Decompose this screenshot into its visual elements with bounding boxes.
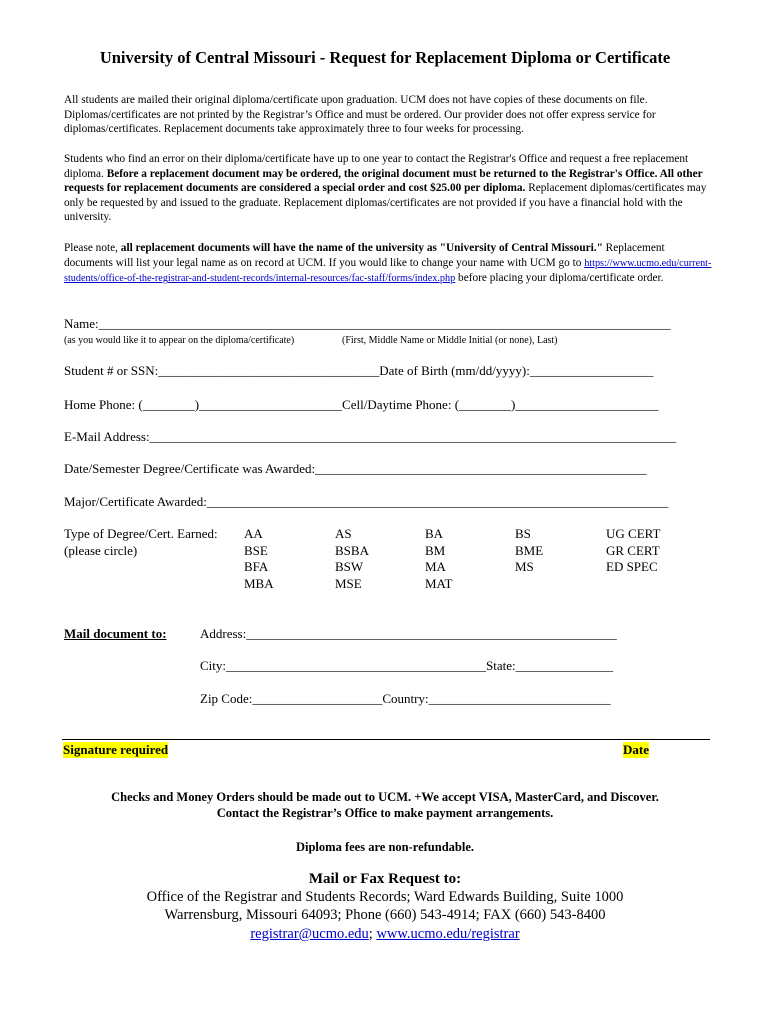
- degree-column-4: [515, 526, 543, 576]
- degree-option[interactable]: BS: [515, 526, 531, 541]
- degree-option[interactable]: GR CERT: [606, 542, 660, 558]
- degree-column-2: [335, 526, 369, 592]
- intro-p3-text-end: before placing your diploma/certificate order.: [455, 272, 664, 285]
- student-id-dob-field[interactable]: Student # or SSN:__________________________________Date of Birth (mm/dd/yyyy):___________________: [64, 363, 654, 378]
- degree-option[interactable]: MBA: [244, 575, 274, 591]
- signature-label: Signature required: [63, 742, 169, 757]
- degree-type-label: [64, 526, 218, 559]
- degree-type-label-1: Type of Degree/Cert. Earned:: [64, 526, 218, 541]
- intro-paragraph-2: [64, 152, 714, 225]
- contact-line-1: Office of the Registrar and Students Records; Ward Edwards Building, Suite 1000: [146, 889, 624, 905]
- name-hint-left: (as you would like it to appear on the diploma/certificate): [64, 335, 295, 346]
- degree-type-label-2: (please circle): [64, 542, 138, 558]
- contact-links: [0, 926, 770, 943]
- degree-option[interactable]: BSBA: [335, 542, 369, 558]
- degree-option[interactable]: MAT: [425, 575, 453, 591]
- intro-p1-text: All students are mailed their original diploma/certificate upon graduation. UCM does not have copies of these documents on file. Diplomas/certificates are not printed by the Registrar’s Office and must be ordered. Our provider does not offer express service for diplomas/certificates. Replacement documents take approximately three to four weeks for processing.: [64, 94, 656, 136]
- degree-option[interactable]: BFA: [244, 559, 269, 574]
- mail-document-label: Mail document to:: [64, 626, 167, 641]
- intro-p3-bold: all replacement documents will have the name of the university as "University of Central Missouri.": [120, 242, 603, 254]
- website-link[interactable]: www.ucmo.edu/registrar: [376, 926, 520, 942]
- date-label: Date: [623, 742, 649, 757]
- intro-p3-text-mid: Replacement documents will list your legal name as on record at UCM. If you would like to change your name with UCM go to: [64, 242, 665, 269]
- fees-note: Diploma fees are non-refundable.: [295, 840, 474, 854]
- phone-field[interactable]: Home Phone: (________)______________________Cell/Daytime Phone: (________)______________________: [64, 397, 659, 412]
- degree-option[interactable]: BSW: [335, 559, 364, 574]
- intro-p3-text: Please note,: [64, 242, 121, 254]
- degree-option[interactable]: AS: [335, 526, 352, 541]
- checks-note: Checks and Money Orders should be made out to UCM. +We accept VISA, MasterCard, and Discover.: [111, 790, 659, 804]
- degree-option[interactable]: BSE: [244, 542, 268, 558]
- mail-zip-country-field[interactable]: Zip Code:____________________Country:____________________________: [200, 691, 611, 706]
- name-field[interactable]: Name:________________________________________________________________________________________: [64, 316, 671, 331]
- name-change-link[interactable]: https://www.ucmo.edu/current-students/office-of-the-registrar-and-student-records/internal-resources/fac-staff/forms/index.php: [64, 257, 712, 285]
- mail-city-state-field[interactable]: City:________________________________________State:_______________: [200, 658, 614, 673]
- link-separator: ;: [368, 926, 377, 942]
- intro-p2-text-end: Replacement diplomas/certificates may only be requested by and issued to the graduate. Replacement diplomas/certificates are not provided if you have a financial hold with the university.: [64, 182, 707, 224]
- contact-line-2: Warrensburg, Missouri 64093; Phone (660) 543-4914; FAX (660) 543-8400: [164, 907, 606, 923]
- date-awarded-field[interactable]: Date/Semester Degree/Certificate was Awarded:___________________________________________________: [64, 461, 647, 476]
- degree-option[interactable]: BM: [425, 542, 446, 558]
- intro-p2-bold: Before a replacement document may be ordered, the original document must be returned to the Registrar's Office. All other requests for replacement documents are considered a special order and cost $25.00 per diploma.: [64, 167, 703, 195]
- major-field[interactable]: Major/Certificate Awarded:_______________________________________________________________________: [64, 494, 669, 509]
- signature-line[interactable]: [62, 739, 710, 740]
- intro-paragraph-3: [64, 241, 714, 287]
- degree-column-5: [606, 526, 660, 576]
- mail-address-field[interactable]: Address:_________________________________________________________: [200, 626, 617, 641]
- page-title: University of Central Missouri - Request for Replacement Diploma or Certificate: [99, 48, 671, 67]
- name-hint-right: (First, Middle Name or Middle Initial (or none), Last): [342, 335, 558, 346]
- degree-option[interactable]: UG CERT: [606, 526, 661, 541]
- degree-option[interactable]: MS: [515, 559, 534, 574]
- degree-column-1: [244, 526, 274, 592]
- contact-note: Contact the Registrar’s Office to make payment arrangements.: [216, 806, 554, 820]
- degree-option[interactable]: BA: [425, 526, 444, 541]
- degree-option[interactable]: MA: [425, 559, 446, 574]
- contact-heading: Mail or Fax Request to:: [308, 871, 462, 887]
- degree-option[interactable]: AA: [244, 526, 263, 541]
- degree-option[interactable]: ED SPEC: [606, 559, 658, 574]
- email-link[interactable]: registrar@ucmo.edu: [250, 926, 369, 942]
- intro-paragraph-1: [64, 93, 714, 137]
- intro-p2-text: Students who find an error on their diploma/certificate have up to one year to contact the Registrar's Office and request a free replacement diploma.: [64, 153, 689, 180]
- degree-option[interactable]: MSE: [335, 575, 362, 591]
- degree-option[interactable]: BME: [515, 542, 544, 558]
- degree-column-3: [425, 526, 452, 592]
- email-field[interactable]: E-Mail Address:_________________________________________________________________________________: [64, 429, 677, 444]
